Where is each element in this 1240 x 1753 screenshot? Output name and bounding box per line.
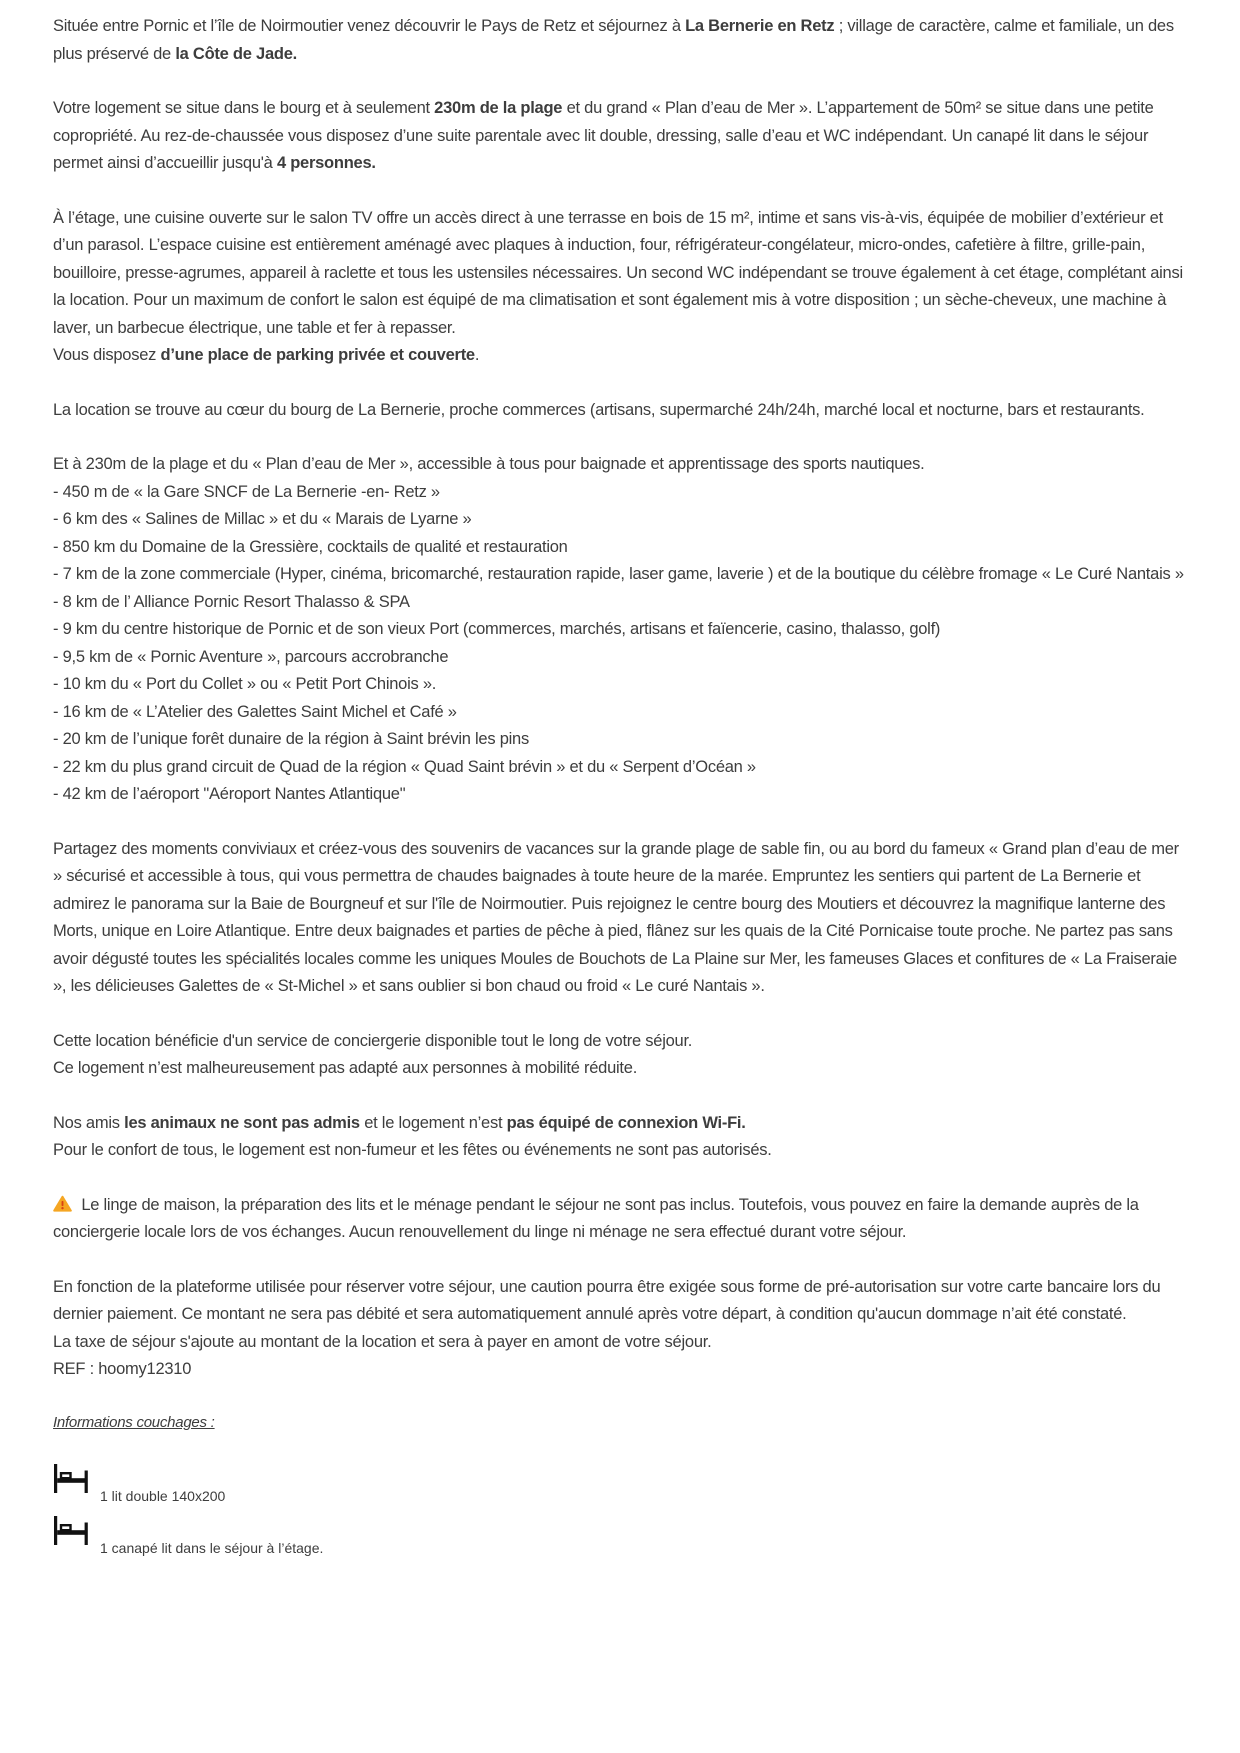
text-run: En fonction de la plateforme utilisée pour réserver votre séjour, une caution pourra être exigée sous forme de pré-autorisation sur votre carte bancaire lors du dernier paiement. Ce montant ne sera pas débité et sera automatiquement annulé après votre départ, à condition qu'aucun dommage n’ait été constaté. <box>53 1277 1161 1323</box>
bed-label: 1 canapé lit dans le séjour à l’étage. <box>100 1539 324 1556</box>
text-run: et le logement n’est <box>359 1113 507 1132</box>
text-run: Ce logement n’est malheureusement pas adapté aux personnes à mobilité réduite. <box>53 1059 638 1077</box>
concierge-paragraph <box>53 1028 1187 1083</box>
distances-list-paragraph <box>53 451 1187 809</box>
text-run: - 850 km du Domaine de la Gressière, cocktails de qualité et restauration <box>53 537 568 556</box>
bed-item-double <box>53 1464 1187 1504</box>
house-rules-paragraph <box>53 1110 1187 1165</box>
linen-warning-paragraph <box>53 1192 1187 1247</box>
bed-item-sofa <box>53 1516 1187 1556</box>
text-run: Pour le confort de tous, le logement est non-fumeur et les fêtes ou événements ne sont pas autorisés. <box>53 1141 772 1159</box>
text-run: Partagez des moments conviviaux et créez-vous des souvenirs de vacances sur la grande plage de sable fin, ou au bord du fameux « Grand plan d’eau de mer » sécurisé et accessible à tous, qui vous permettra de chaudes baignades à toute heure de la marée. Empruntez les sentiers qui partent de La Bernerie et admirez le panorama sur la Baie de Bourgneuf et sur l'île de Noirmoutier. Puis rejoignez le centre bourg des Moutiers et découvrez la magnifique lanterne des Morts, unique en Loire Atlantique. Entre deux baignades et parties de pêche à pied, flânez sur les quais de la Cité Pornicaise toute proche. Ne partez pas sans avoir dégusté toutes les spécialités locales comme les uniques Moules de Bouchots de La Plaine sur Mer, les fameuses Glaces et confitures de « La Fraiseraie », les délicieuses Galettes de « St-Michel » et sans oublier si bon chaud ou froid « Le curé Nantais ». <box>53 839 1179 995</box>
text-run: - 450 m de « la Gare SNCF de La Bernerie -en- Retz » <box>53 482 440 501</box>
text-run: - 9 km du centre historique de Pornic et de son vieux Port (commerces, marchés, artisans et faïencerie, casino, thalasso, golf) <box>53 620 941 638</box>
text-run: - 6 km des « Salines de Millac » et du « Marais de Lyarne » <box>53 510 472 528</box>
text-run: Cette location bénéficie d'un service de conciergerie disponible tout le long de votre séjour. <box>53 1031 693 1050</box>
text-run: - 22 km du plus grand circuit de Quad de la région « Quad Saint brévin » et du « Serpent d’Océan » <box>53 757 756 776</box>
warning-icon <box>53 1192 72 1220</box>
text-run: Nos amis <box>53 1113 125 1132</box>
bold-text-run: les animaux ne sont pas admis <box>124 1113 360 1132</box>
bold-text-run: d’une place de parking privée et couverte <box>160 346 475 364</box>
text-run: ; village de caractère, calme et familiale, un des plus préservé de <box>53 17 1174 63</box>
deposit-paragraph <box>53 1274 1187 1384</box>
bold-text-run: 4 personnes. <box>276 154 376 172</box>
bold-text-run: la Côte de Jade. <box>175 44 297 63</box>
location-paragraph <box>53 95 1187 178</box>
bold-text-run: La Bernerie en Retz <box>685 17 835 35</box>
village-center-paragraph <box>53 397 1187 425</box>
intro-paragraph <box>53 13 1187 68</box>
bold-text-run: pas équipé de connexion Wi-Fi. <box>506 1113 746 1132</box>
text-run: . <box>474 346 480 364</box>
text-run: La taxe de séjour s'ajoute au montant de la location et sera à payer en amont de votre séjour. <box>53 1332 712 1351</box>
text-run: À l’étage, une cuisine ouverte sur le salon TV offre un accès direct à une terrasse en bois de 15 m², intime et sans vis-à-vis, équipée de mobilier d’extérieur et d’un parasol. L’espace cuisine est entièrement aménagé avec plaques à induction, four, réfrigérateur-congélateur, micro-ondes, cafetière à filtre, grille-pain, bouilloire, presse-agrumes, appareil à raclette et tous les ustensiles nécessaires. Un second WC indépendant se trouve également à cet étage, complétant ainsi la location. Pour un maximum de confort le salon est équipé de ma climatisation et sont également mis à votre disposition ; un sèche-cheveux, une machine à laver, un barbecue électrique, une table et fer à repasser. <box>53 208 1183 337</box>
text-run: - 20 km de l’unique forêt dunaire de la région à Saint brévin les pins <box>53 730 529 748</box>
bed-icon <box>53 1516 91 1545</box>
text-run: - 42 km de l’aéroport "Aéroport Nantes Atlantique" <box>53 785 406 803</box>
text-run: REF : hoomy12310 <box>53 1360 192 1378</box>
text-run: - 8 km de l’ Alliance Pornic Resort Thalasso & SPA <box>53 592 410 611</box>
bed-label: 1 lit double 140x200 <box>100 1487 226 1504</box>
activities-paragraph <box>53 836 1187 1001</box>
text-run: - 16 km de « L’Atelier des Galettes Saint Michel et Café » <box>53 702 457 721</box>
text-run: Et à 230m de la plage et du « Plan d’eau de Mer », accessible à tous pour baignade et apprentissage des sports nautiques. <box>53 455 925 473</box>
bold-text-run: 230m de la plage <box>434 99 563 117</box>
text-run: - 10 km du « Port du Collet » ou « Petit Port Chinois ». <box>53 675 437 693</box>
text-run: - 7 km de la zone commerciale (Hyper, cinéma, bricomarché, restauration rapide, laser game, laverie ) et de la boutique du célèbre fromage « Le Curé Nantais » <box>53 565 1184 583</box>
text-run: Votre logement se situe dans le bourg et à seulement <box>53 99 435 117</box>
text-run: - 9,5 km de « Pornic Aventure », parcours accrobranche <box>53 647 449 666</box>
text-run: La location se trouve au cœur du bourg de La Bernerie, proche commerces (artisans, supermarché 24h/24h, marché local et nocturne, bars et restaurants. <box>53 400 1145 419</box>
apartment-details-paragraph <box>53 205 1187 370</box>
text-run: Le linge de maison, la préparation des lits et le ménage pendant le séjour ne sont pas inclus. Toutefois, vous pouvez en faire la demande auprès de la conciergerie locale lors de vos échanges. Aucun renouvellement du linge ni ménage ne sera effectué durant votre séjour. <box>53 1195 1139 1241</box>
linen-warning-text <box>53 1196 1139 1242</box>
text-run: Vous disposez <box>53 346 161 364</box>
text-run: Située entre Pornic et l’île de Noirmoutier venez découvrir le Pays de Retz et séjournez à <box>53 17 686 35</box>
bed-icon <box>53 1464 91 1493</box>
text-run: et du grand « Plan d’eau de Mer ». L’appartement de 50m² se situe dans une petite copropriété. Au rez-de-chaussée vous disposez d’une suite parentale avec lit double, dressing, salle d’eau et WC indépendant. Un canapé lit dans le séjour permet ainsi d’accueillir jusqu'à <box>53 99 1154 172</box>
sleeping-info-heading: Informations couchages : <box>53 1413 215 1431</box>
